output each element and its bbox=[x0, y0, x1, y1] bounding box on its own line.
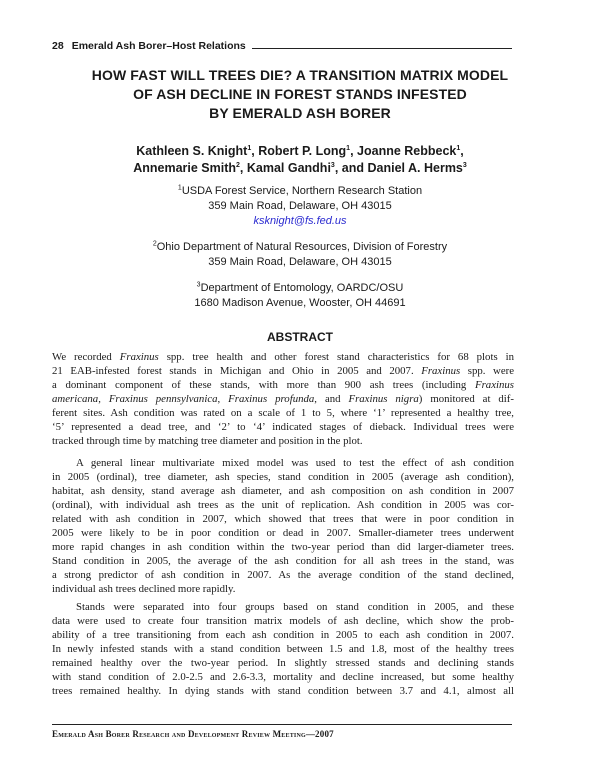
text-line: a strong predictor of ash condition in 2007. As the average condition of the stand declined, bbox=[52, 569, 514, 581]
text-line: A general linear multivariate mixed model was used to test the effect of ash condition bbox=[76, 457, 514, 469]
header-rule bbox=[252, 48, 512, 49]
author-name: Robert P. Long bbox=[258, 144, 347, 158]
affiliation-2 bbox=[40, 240, 560, 270]
text-line: individual ash trees declined more rapidly. bbox=[52, 583, 236, 595]
text-line: Stand condition in 2005, the average of the ash condition for all ash trees in the stand, was bbox=[52, 555, 514, 567]
separator: , bbox=[251, 144, 259, 158]
affiliation-marker: 1 bbox=[346, 144, 351, 152]
text-line: with stand condition of 2.0-2.5 and 2.6-3.3, mortality and decline increased, but some healthy bbox=[52, 671, 514, 683]
separator: , bbox=[460, 144, 464, 158]
title-line: HOW FAST WILL TREES DIE? A TRANSITION MATRIX MODEL bbox=[91, 67, 509, 83]
email-link[interactable]: ksknight@fs.fed.us bbox=[253, 215, 347, 227]
running-footer: Emerald Ash Borer Research and Development Review Meeting—2007 bbox=[52, 724, 512, 739]
affiliation-marker: 3 bbox=[196, 281, 201, 289]
affiliation-marker: 1 bbox=[247, 144, 252, 152]
text-line: americana, Fraxinus pennsylvanica, Fraxinus profunda, and Fraxinus nigra) monitored at dif- bbox=[52, 393, 514, 405]
affiliation-marker: 2 bbox=[152, 240, 157, 248]
text-line: remained healthy over the two-year period. In slightly stressed stands and declining stands bbox=[52, 657, 514, 669]
affiliation-address: 1680 Madison Avenue, Wooster, OH 44691 bbox=[194, 297, 406, 309]
author-name: Annemarie Smith bbox=[133, 161, 237, 175]
affiliation-address: 359 Main Road, Delaware, OH 43015 bbox=[208, 256, 392, 268]
text-line: 21 EAB-infested forest stands in Michigan and Ohio in 2005 and 2007. Fraxinus spp. were bbox=[52, 365, 514, 377]
running-header bbox=[52, 34, 512, 52]
affiliation-address: 359 Main Road, Delaware, OH 43015 bbox=[208, 200, 392, 212]
separator: , bbox=[350, 144, 358, 158]
text-line: (ordinal), with individual ash trees as the unit of replication. Ash condition in 2005 was cor- bbox=[52, 499, 514, 511]
author-list bbox=[40, 143, 560, 177]
abstract-paragraph-2 bbox=[52, 456, 514, 596]
author-name: Kamal Gandhi bbox=[246, 161, 331, 175]
page-number: 28 bbox=[52, 40, 64, 52]
text-line: ‘5’ represented a dead tree, and ‘2’ to ‘4’ indicated stages of dieback. Individual trees were bbox=[52, 421, 514, 433]
text-line: related with ash condition in 2007, which showed that trees that were in poor condition in bbox=[52, 513, 514, 525]
separator: , bbox=[239, 161, 247, 175]
affiliation-line: Department of Entomology, OARDC/OSU bbox=[200, 282, 404, 294]
running-title: Emerald Ash Borer–Host Relations bbox=[71, 40, 246, 52]
affiliation-marker: 3 bbox=[462, 161, 467, 169]
author-name: Kathleen S. Knight bbox=[136, 144, 248, 158]
text-line: ferent sites. Ash condition was rated on a scale of 1 to 5, where ‘1’ represented a healthy tree, bbox=[52, 407, 514, 419]
text-line: Stands were separated into four groups based on stand condition in 2005, and these bbox=[76, 601, 514, 613]
author-name: Daniel A. Herms bbox=[367, 161, 463, 175]
text-line: In newly infested stands with a stand condition between 1.5 and 1.8, most of the healthy trees bbox=[52, 643, 514, 655]
affiliation-line: Ohio Department of Natural Resources, Division of Forestry bbox=[156, 241, 448, 253]
text-line: more rapid changes in ash condition within the two-year period than did larger-diameter trees. bbox=[52, 541, 514, 553]
text-line: ability of a tree transitioning from each ash condition in 2005 to each ash condition in 2007. bbox=[52, 629, 514, 641]
abstract-heading: ABSTRACT bbox=[267, 330, 333, 344]
affiliation-3 bbox=[40, 281, 560, 311]
affiliation-line: USDA Forest Service, Northern Research Station bbox=[181, 185, 423, 197]
text-line: 2005 were likely to be in poor condition or dead in 2007. Smaller-diameter trees underwent bbox=[52, 527, 514, 539]
title-line: BY EMERALD ASH BORER bbox=[209, 105, 391, 121]
text-line: data were used to create four transition matrix models of ash decline, which show the prob- bbox=[52, 615, 514, 627]
author-name: Joanne Rebbeck bbox=[357, 144, 457, 158]
text-line: a dominant component of these stands, with more than 900 ash trees (including Fraxinus bbox=[52, 379, 514, 391]
text-line: trees remained healthy. In dying stands with stand condition between 3.7 and 4.1, almost all bbox=[52, 685, 514, 697]
abstract-paragraph-1 bbox=[52, 350, 514, 448]
affiliation-marker: 3 bbox=[330, 161, 335, 169]
text-line: We recorded Fraxinus spp. tree health and other forest stand characteristics for 68 plots in bbox=[52, 351, 514, 363]
affiliation-marker: 2 bbox=[236, 161, 240, 169]
affiliation-1 bbox=[40, 184, 560, 229]
text-line: in 2005 (ordinal), tree diameter, ash species, stand condition in 2005 (average ash condition), bbox=[52, 471, 514, 483]
title-line: OF ASH DECLINE IN FOREST STANDS INFESTED bbox=[133, 86, 467, 102]
abstract-paragraph-3 bbox=[52, 600, 514, 698]
affiliation-marker: 1 bbox=[456, 144, 461, 152]
paper-title bbox=[40, 66, 560, 123]
text-line: tracked through time by matching tree diameter and position in the plot. bbox=[52, 435, 363, 447]
affiliation-marker: 1 bbox=[177, 184, 182, 192]
text-line: habitat, ash density, stand average ash diameter, and ash composition on ash condition in 2007 bbox=[52, 485, 514, 497]
separator: , and bbox=[334, 161, 368, 175]
